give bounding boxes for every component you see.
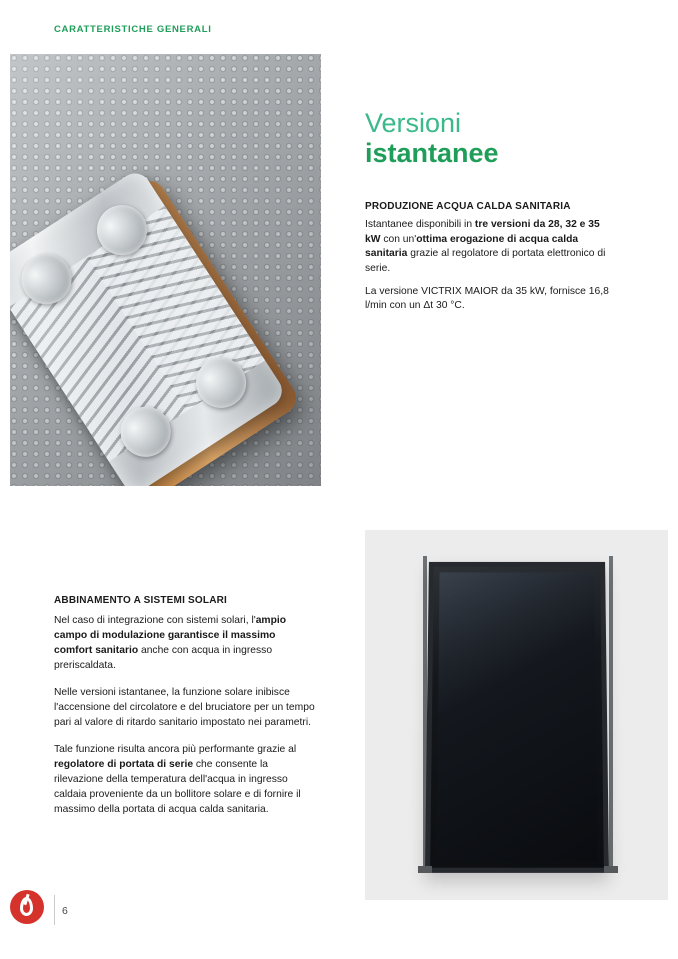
rc-p1-b2: ottima erogazione di acqua calda sanitaria [365, 233, 579, 260]
panel-foot-left [418, 866, 432, 873]
lc-p3-b1: regolatore di portata di serie [54, 758, 194, 770]
left-column-heading: ABBINAMENTO A SISTEMI SOLARI [54, 595, 228, 606]
right-column-paragraph-1 [365, 218, 615, 276]
solar-thermal-panel-photo [365, 530, 668, 900]
right-column-heading: PRODUZIONE ACQUA CALDA SANITARIA [365, 201, 571, 212]
right-column-text [365, 200, 615, 322]
solar-panel-body [425, 562, 609, 873]
page-title [365, 108, 645, 168]
lc-p1-t2: anche con acqua in ingresso preriscaldata. [54, 644, 273, 671]
rc-p1-t3: grazie al regolatore di portata elettronico di serie. [365, 248, 606, 275]
lc-p3-t1: Tale funzione risulta ancora più performante grazie al [54, 743, 297, 755]
page-number: 6 [62, 905, 68, 917]
left-column-paragraph-3 [54, 742, 316, 817]
lc-p1-t1: Nel caso di integrazione con sistemi solari, l' [54, 614, 256, 626]
right-column-paragraph-2: La versione VICTRIX MAIOR da 35 kW, fornisce 16,8 l/min con un Δt 30 °C. [365, 285, 609, 312]
page-title-line1: Versioni [365, 108, 462, 138]
footer-divider [54, 895, 55, 925]
lc-p3-t2: che consente la rilevazione della temperatura dell'acqua in ingresso caldaia proveniente da un bollitore solare e di fornire il massimo della portata di acqua calda sanitaria. [54, 758, 301, 815]
section-header-label: CARATTERISTICHE GENERALI [54, 24, 212, 35]
lc-p1-b1: ampio campo di modulazione garantisce il massimo comfort sanitario [54, 614, 287, 656]
rc-p1-t1: Istantanee disponibili in [365, 219, 475, 231]
panel-foot-right [604, 866, 618, 873]
immergas-logo [10, 890, 44, 924]
left-column-text [54, 594, 316, 817]
rc-p1-b1: tre versioni da 28, 32 e 35 kW [365, 219, 600, 245]
panel-rail-right [609, 556, 613, 872]
left-column-paragraph-2: Nelle versioni istantanee, la funzione solare inibisce l'accensione del circolatore e del bruciatore per un tempo pari al valore di ritardo sanitario impostato nei parametri. [54, 686, 315, 728]
heat-exchanger-plate-photo [10, 54, 321, 486]
page-title-line2: istantanee [365, 138, 499, 169]
left-column-paragraph-1 [54, 613, 316, 673]
rc-p1-t2: con un' [380, 233, 417, 245]
solar-panel-glass [436, 572, 597, 861]
